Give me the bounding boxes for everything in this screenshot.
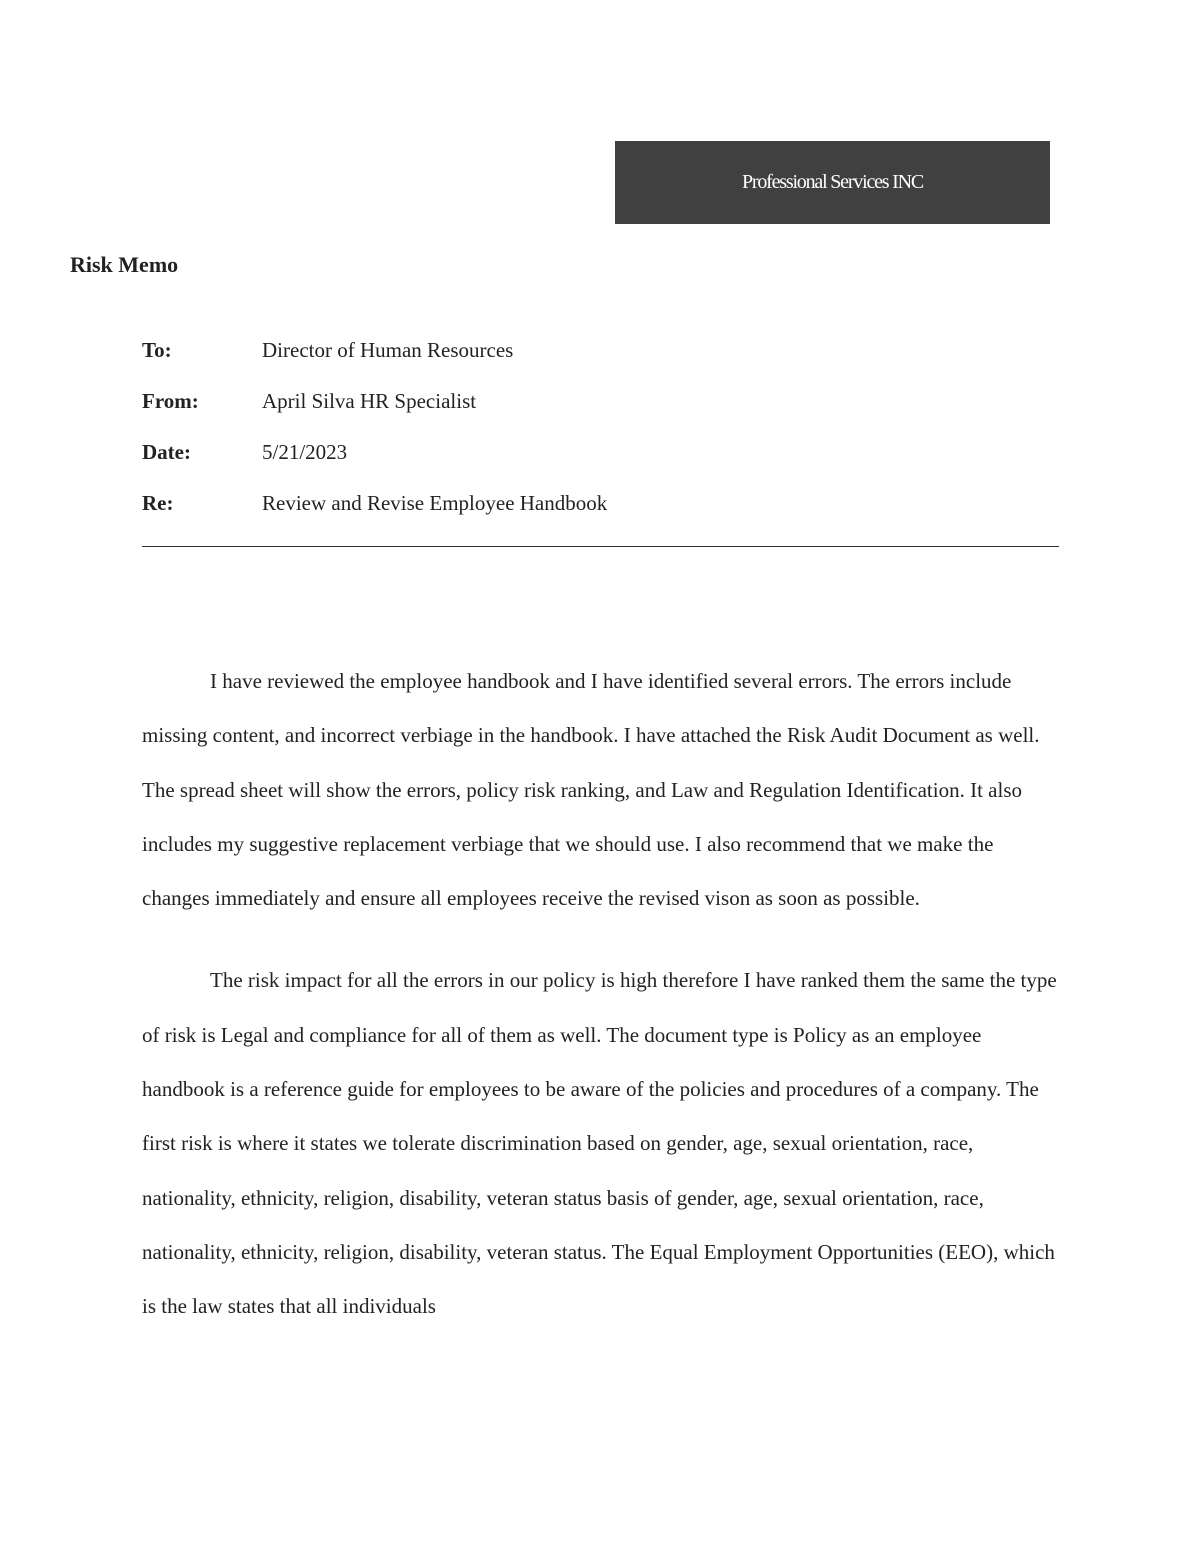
memo-title: Risk Memo	[70, 252, 179, 277]
memo-to-row	[142, 338, 1058, 389]
memo-body	[142, 654, 1057, 1362]
memo-date-value: 5/21/2023	[262, 440, 348, 464]
memo-to-value: Director of Human Resources	[262, 338, 514, 362]
memo-re-row	[142, 491, 1058, 542]
memo-from-value: April Silva HR Specialist	[262, 389, 477, 413]
memo-from-row	[142, 389, 1058, 440]
memo-re-label: Re:	[142, 491, 174, 515]
memo-to-label: To:	[142, 338, 172, 362]
header-divider	[142, 546, 1059, 547]
memo-from-label: From:	[142, 389, 199, 413]
memo-re-value: Review and Revise Employee Handbook	[262, 491, 608, 515]
company-banner	[615, 141, 1050, 224]
memo-header	[142, 338, 1058, 542]
body-paragraph-1: I have reviewed the employee handbook and I have identified several errors. The errors include missing content, and incorrect verbiage in the handbook. I have attached the Risk Audit Document as well. The spread sheet will show the errors, policy risk ranking, and Law and Regulation Identification. It also includes my suggestive replacement verbiage that we should use. I also recommend that we make the changes immediately and ensure all employees receive the revised vison as soon as possible.	[142, 669, 1040, 911]
body-paragraph-2: The risk impact for all the errors in our policy is high therefore I have ranked them the same the type of risk is Legal and compliance for all of them as well. The document type is Policy as an employee handbook is a reference guide for employees to be aware of the policies and procedures of a company. The first risk is where it states we tolerate discrimination based on gender, age, sexual orientation, race, nationality, ethnicity, religion, disability, veteran status basis of gender, age, sexual orientation, race, nationality, ethnicity, religion, disability, veteran status. The Equal Employment Opportunities (EEO), which is the law states that all individuals	[142, 968, 1057, 1319]
memo-date-row	[142, 440, 1058, 491]
memo-date-label: Date:	[142, 440, 191, 464]
company-name: Professional Services INC	[741, 171, 924, 193]
